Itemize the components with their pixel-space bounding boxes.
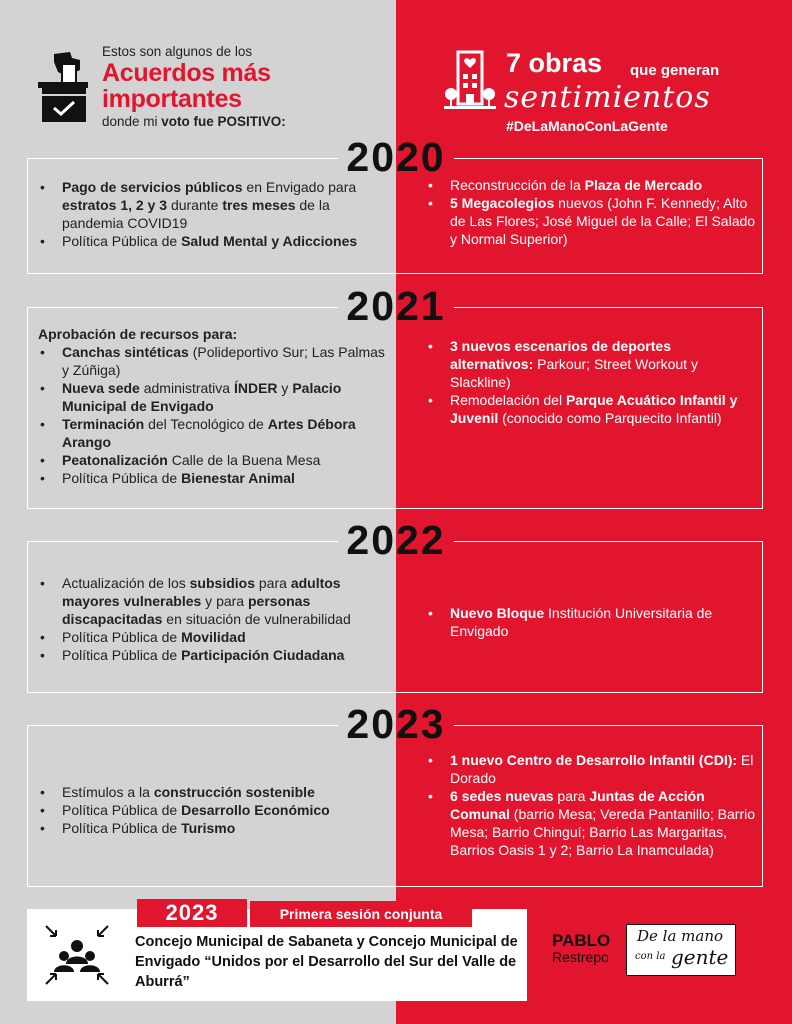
list-item: • Reconstrucción de la Plaza de Mercado [426, 176, 756, 194]
logo-name: PABLO Restrepo [552, 931, 611, 965]
list-item: • 3 nuevos escenarios de deportes alternativos: Parkour; Street Workout y Slackline) [426, 337, 756, 391]
list-item: • 6 sedes nuevas para Juntas de Acción Comunal (barrio Mesa; Vereda Pantanillo; Barrio Mesa; Barrio Chinguí; Barrio Las Margaritas, Barrios Oasis 1 y 2; Barrio La Inamculada) [426, 787, 756, 859]
list-item: • Política Pública de Salud Mental y Adicciones [38, 232, 390, 250]
section-2021-lead: Aprobación de recursos para: [38, 326, 238, 342]
list-item: • 5 Megacolegios nuevos (John F. Kennedy; Alto de Las Flores; José Miguel de la Calle; El Salado y Normal Superior) [426, 194, 756, 248]
list-item: • Política Pública de Bienestar Animal [38, 469, 390, 487]
list-item: • Estímulos a la construcción sostenible [38, 783, 390, 801]
section-2022-left [38, 574, 390, 664]
list-item: • Política Pública de Turismo [38, 819, 390, 837]
list-item: • Política Pública de Participación Ciudadana [38, 646, 390, 664]
footer-year-tag: 2023 [137, 899, 247, 927]
list-item: • 1 nuevo Centro de Desarrollo Infantil (CDI): El Dorado [426, 751, 756, 787]
list-item: • Nuevo Bloque Institución Universitaria de Envigado [426, 604, 756, 640]
section-2023-left [38, 783, 390, 837]
year-2020: 2020 [0, 134, 792, 181]
header-obras: 7 obras [506, 48, 603, 78]
section-2021-right [426, 337, 756, 427]
year-2021: 2021 [0, 283, 792, 330]
header-title-line1: Acuerdos más [102, 59, 271, 87]
section-2023-right [426, 751, 756, 859]
header-outro: donde mi voto fue POSITIVO: [102, 114, 286, 129]
list-item: • Peatonalización Calle de la Buena Mesa [38, 451, 390, 469]
list-item: • Pago de servicios públicos en Envigado para estratos 1, 2 y 3 durante tres meses de la pandemia COVID19 [38, 178, 390, 232]
list-item: • Actualización de los subsidios para adultos mayores vulnerables y para personas discapacitadas en situación de vulnerabilidad [38, 574, 390, 628]
list-item: • Nueva sede administrativa ÍNDER y Palacio Municipal de Envigado [38, 379, 390, 415]
header-intro: Estos son algunos de los [102, 44, 253, 59]
logo-signature: De la mano con la gente [626, 924, 736, 976]
header-sentimientos: sentimientos [504, 80, 711, 115]
section-2020-right [426, 176, 756, 248]
year-2023: 2023 [0, 701, 792, 748]
section-2022-right [426, 604, 756, 640]
list-item: • Remodelación del Parque Acuático Infantil y Juvenil (conocido como Parquecito Infantil) [426, 391, 756, 427]
list-item: • Política Pública de Desarrollo Económico [38, 801, 390, 819]
list-item: • Política Pública de Movilidad [38, 628, 390, 646]
list-item: • Terminación del Tecnológico de Artes Débora Arango [38, 415, 390, 451]
section-2021-left [38, 325, 390, 487]
group-meeting-icon [42, 922, 112, 988]
footer-text: Concejo Municipal de Sabaneta y Concejo Municipal de Envigado “Unidos por el Desarrollo del Sur del Valle de Aburrá” [135, 934, 518, 990]
list-item: • Canchas sintéticas (Polideportivo Sur; Las Palmas y Zúñiga) [38, 343, 390, 379]
building-heart-icon [444, 48, 496, 118]
header-left [36, 44, 376, 134]
header-obras-sub: que generan [630, 62, 720, 79]
footer-session-tag: Primera sesión conjunta [250, 901, 472, 927]
header-title-line2: importantes [102, 85, 242, 113]
header-hashtag: #DeLaManoConLaGente [506, 118, 668, 134]
section-2020-left [38, 178, 390, 250]
ballot-box-icon [36, 50, 92, 124]
year-2022: 2022 [0, 517, 792, 564]
header-right [440, 44, 780, 140]
